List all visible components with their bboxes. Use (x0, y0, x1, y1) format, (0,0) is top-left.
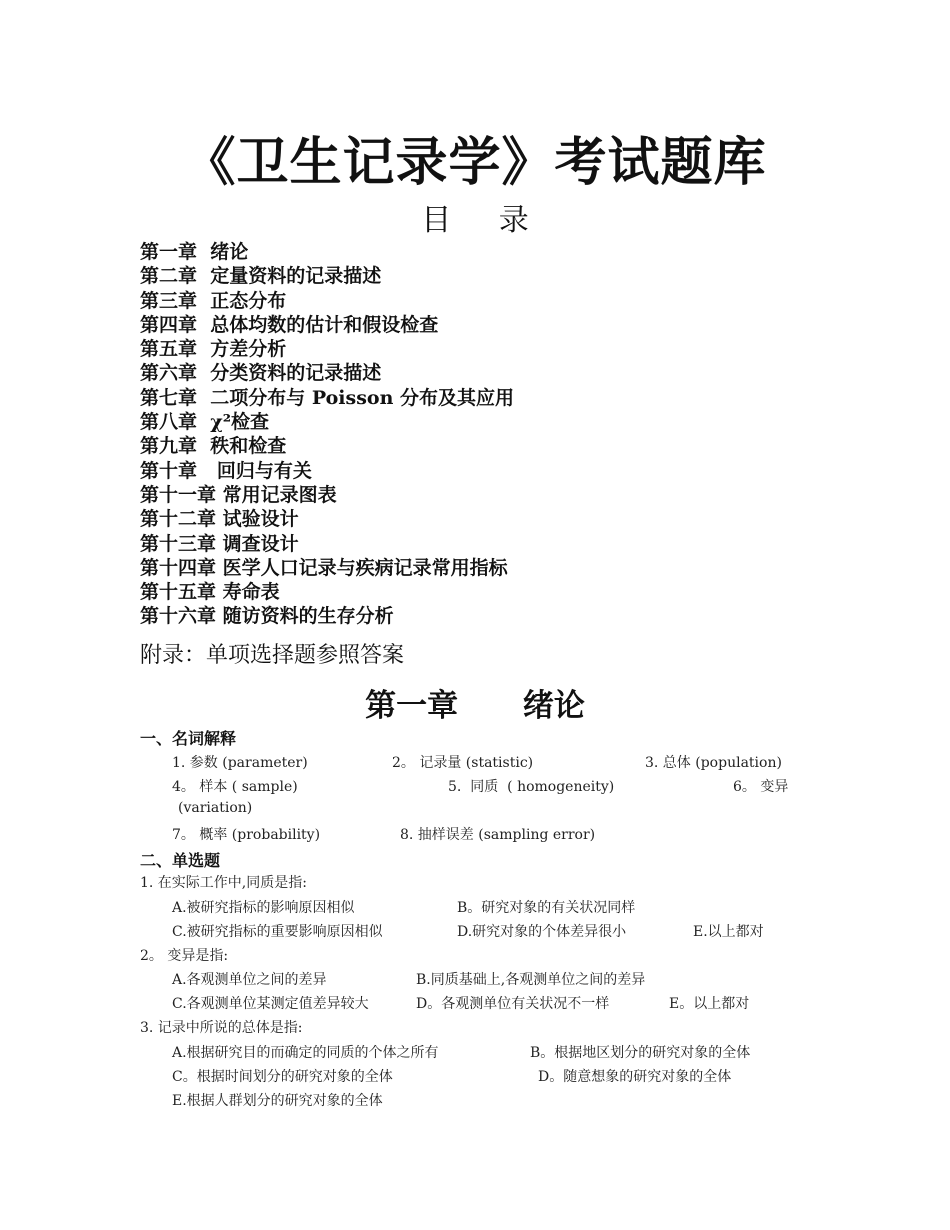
section-heading: 一、名词解释 (140, 729, 237, 748)
chapter-title: 第一章 绪论 (365, 688, 585, 724)
term-item: 1. 参数 (parameter) (172, 755, 308, 771)
document-title: 《卫生记录学》考试题库 (183, 133, 767, 193)
toc-item: 第一章 绪论 (140, 241, 249, 263)
option-d: D。各观测单位有关状况不一样 (416, 996, 610, 1012)
option-c: C.各观测单位某测定值差异较大 (172, 996, 369, 1012)
option-a: A.根据研究目的而确定的同质的个体之所有 (172, 1045, 439, 1061)
term-item: 7。 概率 (probability) (172, 827, 321, 843)
term-item: (variation) (178, 800, 253, 816)
toc-item: 第四章 总体均数的估计和假设检查 (140, 313, 439, 336)
question-stem: 1. 在实际工作中,同质是指: (140, 875, 307, 891)
toc-item: 第三章 正态分布 (140, 289, 287, 312)
toc-heading (0, 195, 950, 239)
term-item: 5. 同质 ( homogeneity) (448, 779, 615, 795)
toc-item: 第二章 定量资料的记录描述 (140, 265, 382, 288)
option-b: B.同质基础上,各观测单位之间的差异 (416, 972, 646, 988)
table-of-contents (140, 240, 514, 629)
option-e: E。以上都对 (669, 996, 750, 1012)
toc-item: 第九章 秩和检查 (140, 435, 287, 458)
option-a: A.被研究指标的影响原因相似 (172, 900, 355, 916)
section-heading: 二、单选题 (140, 851, 221, 870)
toc-item: 第五章 方差分析 (140, 338, 287, 361)
toc-item: 第十四章 医学人口记录与疾病记录常用指标 (140, 556, 508, 579)
toc-item: 第十三章 调查设计 (140, 532, 299, 555)
term-item: 6。 变异 (733, 779, 789, 795)
option-a: A.各观测单位之间的差异 (172, 972, 327, 988)
option-e: E.以上都对 (693, 924, 764, 940)
option-c: C。根据时间划分的研究对象的全体 (172, 1069, 393, 1085)
option-b: B。根据地区划分的研究对象的全体 (530, 1045, 751, 1061)
toc-item: 第十五章 寿命表 (140, 581, 280, 604)
option-d: D。随意想象的研究对象的全体 (538, 1069, 732, 1085)
term-item: 3. 总体 (population) (645, 755, 782, 771)
appendix-heading: 附录：单项选择题参照答案 (140, 643, 405, 668)
option-b: B。研究对象的有关状况同样 (457, 900, 636, 916)
term-item: 4。 样本 ( sample) (172, 779, 298, 795)
toc-heading-text: 目 录 (421, 203, 529, 238)
question-stem: 3. 记录中所说的总体是指: (140, 1020, 303, 1036)
toc-item: 第十六章 随访资料的生存分析 (140, 605, 394, 628)
option-e: E.根据人群划分的研究对象的全体 (172, 1093, 383, 1109)
toc-item: 第七章 二项分布与 Poisson 分布及其应用 (140, 386, 515, 409)
term-item: 2。 记录量 (statistic) (392, 755, 534, 771)
option-d: D.研究对象的个体差异很小 (457, 924, 627, 940)
toc-item: 第十一章 常用记录图表 (140, 483, 337, 506)
toc-item: 第六章 分类资料的记录描述 (140, 362, 382, 385)
question-stem: 2。 变异是指: (140, 948, 229, 964)
toc-item: 第十章 回归与有关 (140, 459, 312, 482)
option-c: C.被研究指标的重要影响原因相似 (172, 924, 383, 940)
toc-item: 第八章 χ²检查 (140, 411, 270, 434)
toc-item: 第十二章 试验设计 (140, 508, 299, 531)
term-item: 8. 抽样误差 (sampling error) (400, 827, 596, 843)
